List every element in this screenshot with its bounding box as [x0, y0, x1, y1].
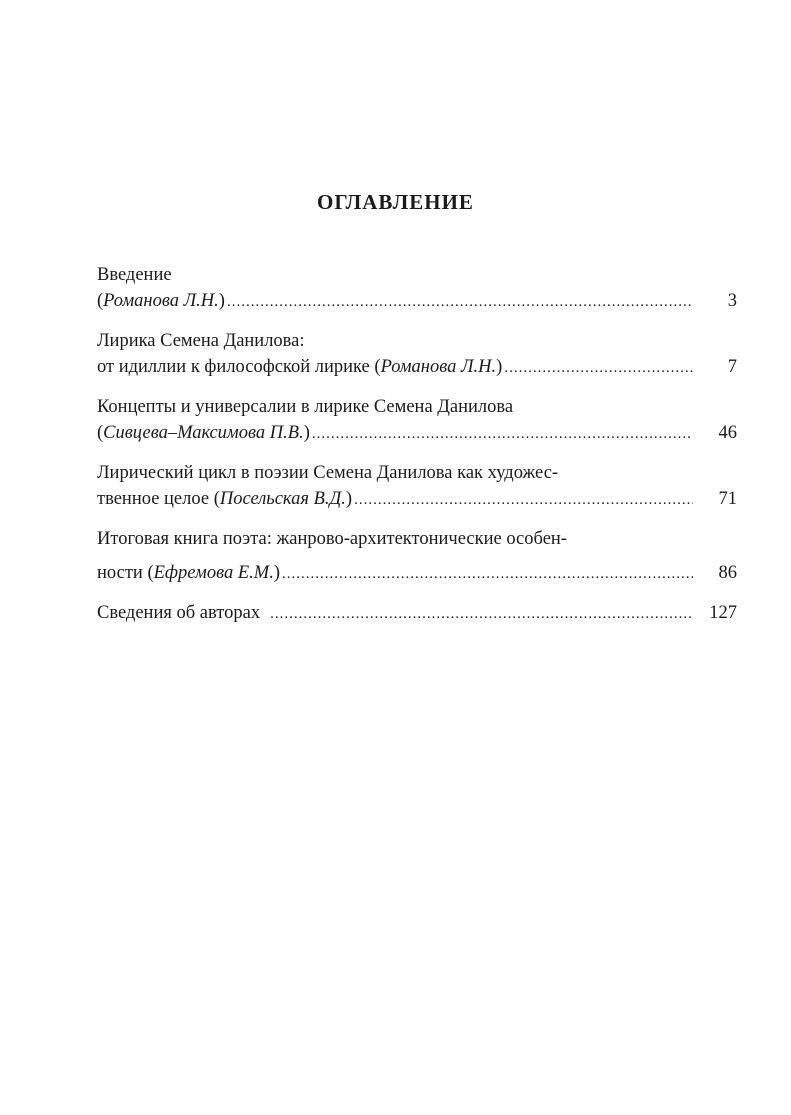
dot-leader [227, 289, 693, 315]
toc-entry-page: 71 [718, 489, 737, 509]
page-title: ОГЛАВЛЕНИЕ [317, 190, 474, 214]
toc-entry-title: Введение [97, 265, 172, 285]
toc-entry-about-authors [97, 600, 737, 627]
toc-entry-lyrics: Лирика Семена Данилова: от идиллии к философской лирике (Романова Л.Н.) ..... 7 [97, 328, 737, 381]
table-of-contents [97, 262, 737, 640]
toc-entry-introduction: Введение (Романова Л.Н.) ..... 3 [97, 262, 737, 315]
toc-entry-author: Посельская В.Д. [219, 489, 346, 509]
toc-entry-title-cont: твенное целое [97, 489, 214, 509]
toc-entry-page: 46 [718, 423, 737, 443]
dot-leader [504, 355, 693, 381]
toc-entry-concepts: Концепты и универсалии в лирике Семена Данилова (Сивцева–Максимова П.В.) ..... 46 [97, 394, 737, 447]
toc-entry-page: 3 [727, 291, 737, 311]
dot-leader [270, 601, 693, 627]
dot-leader [282, 561, 693, 587]
toc-entry-lyric-cycle: Лирический цикл в поэзии Семена Данилова как художес- твенное целое (Посельская В.Д.) ..... 71 [97, 460, 737, 513]
toc-entry-page: 86 [718, 563, 737, 583]
toc-entry-author: Романова Л.Н. [380, 357, 497, 377]
toc-entry-final-book: Итоговая книга поэта: жанрово-архитектонические особен- ности (Ефремова Е.М.) ..... 86 [97, 526, 737, 587]
toc-entry-title-cont: ности [97, 563, 148, 583]
toc-entry-title: Лирический цикл в поэзии Семена Данилова как художес- [97, 463, 559, 483]
toc-entry-title: Сведения об авторах [97, 603, 261, 623]
toc-entry-author: Сивцева–Максимова П.В. [103, 423, 304, 443]
toc-entry-page: 7 [727, 357, 737, 377]
toc-entry-author: Ефремова Е.М. [153, 563, 274, 583]
dot-leader [312, 421, 693, 447]
toc-entry-title-cont: от идиллии к философской лирике [97, 357, 375, 377]
toc-entry-title: Концепты и универсалии в лирике Семена Данилова [97, 397, 514, 417]
toc-entry-title: Лирика Семена Данилова: [97, 331, 305, 351]
toc-entry-page: 127 [709, 603, 737, 623]
toc-entry-author: Романова Л.Н. [103, 291, 219, 311]
dot-leader [354, 487, 693, 513]
toc-entry-title: Итоговая книга поэта: жанрово-архитектонические особен- [97, 529, 567, 549]
